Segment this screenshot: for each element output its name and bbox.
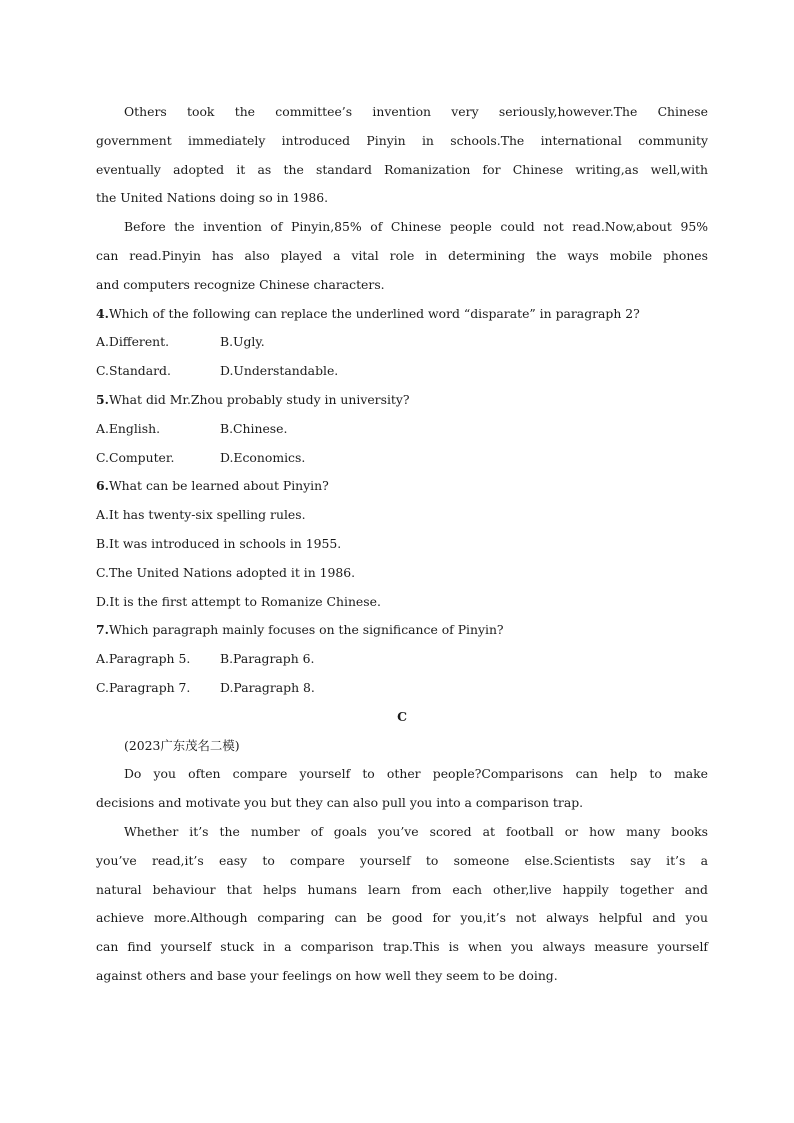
- option-row: [96, 674, 708, 703]
- paragraph-line: Before the invention of Pinyin,85% of Chinese people could not read.Now,about 95%: [124, 219, 708, 235]
- paragraph-line: Others took the committee’s invention very seriously,however.The Chinese: [124, 104, 708, 119]
- paragraph-line: Do you often compare yourself to other people?Comparisons can help to make: [124, 766, 708, 782]
- option-b: B.It was introduced in schools in 1955.: [96, 535, 342, 551]
- question-text: What can be learned about Pinyin?: [108, 478, 329, 494]
- paragraph-2: [96, 213, 708, 299]
- question-6: [96, 472, 708, 616]
- option-d: D.Understandable.: [220, 363, 339, 379]
- option-d: D.Economics.: [220, 449, 306, 465]
- option-d: D.Paragraph 8.: [220, 679, 315, 695]
- option-c: C.The United Nations adopted it in 1986.: [96, 564, 356, 580]
- question-number: 7.: [96, 622, 109, 638]
- option-d: D.It is the first attempt to Romanize Chinese.: [96, 593, 381, 609]
- paragraph-1: [96, 98, 708, 213]
- paragraph-line: and computers recognize Chinese characters.: [96, 276, 385, 292]
- source-label: (2023广东茂名二模): [124, 737, 240, 753]
- question-stem: [96, 300, 708, 329]
- paragraph-4: [96, 818, 708, 991]
- paragraph-3: [96, 760, 708, 818]
- option-row: [96, 328, 708, 357]
- question-stem: [96, 472, 708, 501]
- question-text: What did Mr.Zhou probably study in university?: [108, 391, 410, 407]
- option-b: B.Paragraph 6.: [220, 651, 315, 667]
- question-number: 6.: [96, 478, 109, 494]
- question-5: [96, 386, 708, 472]
- paragraph-line: you’ve read,it’s easy to compare yourself to someone else.Scientists say it’s a: [96, 852, 708, 868]
- option-row: [96, 645, 708, 674]
- option-a: A.Paragraph 5.: [96, 651, 191, 667]
- question-stem: [96, 616, 708, 645]
- option-row: [96, 415, 708, 444]
- option-b: B.Chinese.: [220, 420, 288, 436]
- paragraph-line: government immediately introduced Pinyin in schools.The international community: [96, 132, 708, 148]
- paragraph-line: natural behaviour that helps humans learn from each other,live happily together and: [96, 881, 708, 897]
- paragraph-line: the United Nations doing so in 1986.: [96, 190, 329, 206]
- option-a: A.English.: [96, 420, 161, 436]
- paragraph-line: achieve more.Although comparing can be good for you,it’s not always helpful and you: [96, 910, 708, 926]
- question-number: 5.: [96, 391, 109, 407]
- option-row: [96, 357, 708, 386]
- paragraph-line: decisions and motivate you but they can also pull you into a comparison trap.: [96, 795, 584, 811]
- option-c: C.Standard.: [96, 363, 171, 379]
- option-b: B.Ugly.: [220, 334, 265, 350]
- option-c: C.Paragraph 7.: [96, 679, 191, 695]
- paragraph-line: eventually adopted it as the standard Romanization for Chinese writing,as well,with: [96, 161, 708, 177]
- option-a: A.It has twenty-six spelling rules.: [96, 507, 306, 523]
- question-4: [96, 300, 708, 386]
- question-7: [96, 616, 708, 702]
- paragraph-line: against others and base your feelings on how well they seem to be doing.: [96, 967, 558, 983]
- paragraph-line: can read.Pinyin has also played a vital role in determining the ways mobile phones: [96, 247, 708, 263]
- option-c: C.Computer.: [96, 449, 175, 465]
- question-stem: [96, 386, 708, 415]
- paragraph-line: Whether it’s the number of goals you’ve scored at football or how many books: [124, 823, 708, 839]
- option-row: [96, 444, 708, 473]
- option-a: A.Different.: [96, 334, 170, 350]
- question-number: 4.: [96, 305, 109, 321]
- document-page: [96, 98, 708, 991]
- question-text: Which paragraph mainly focuses on the significance of Pinyin?: [108, 622, 504, 638]
- section-heading: C: [397, 708, 407, 724]
- paragraph-line: can find yourself stuck in a comparison trap.This is when you always measure yourself: [96, 939, 708, 955]
- question-text: Which of the following can replace the underlined word “disparate” in paragraph 2?: [108, 305, 640, 321]
